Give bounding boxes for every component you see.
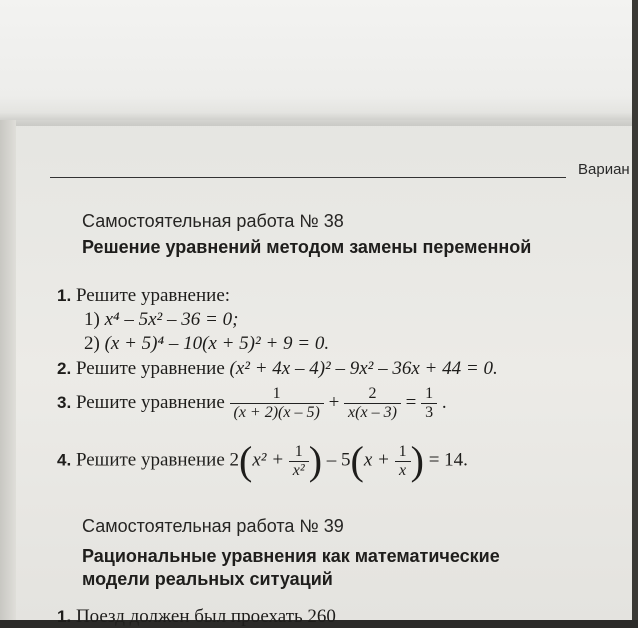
equation: x⁴ – 5x² – 36 = 0; [104, 309, 239, 330]
problem-number: 4. [57, 450, 72, 470]
fraction-numerator: 1 [294, 442, 303, 460]
fraction-denominator: x² [289, 461, 309, 480]
problem-number: 1. [57, 286, 72, 305]
fraction [289, 443, 309, 480]
fraction [344, 385, 401, 422]
equation: (x² + 4x – 4)² – 9x² – 36x + 44 = 0. [229, 358, 498, 379]
variant-label: Вариан [578, 161, 630, 178]
section-number: 39 [323, 516, 344, 536]
problem-number: 1. [57, 607, 72, 626]
right-hand-side: = 14. [428, 449, 468, 471]
close-paren: ) [410, 438, 424, 483]
header-rule [50, 177, 566, 178]
problem-4 [57, 438, 468, 483]
fraction [421, 385, 437, 422]
problem-text: Решите уравнение [75, 391, 225, 413]
fraction-denominator: 3 [421, 403, 437, 422]
problem-text: Решите уравнение [75, 358, 225, 379]
subtitle-line: модели реальных ситуаций [82, 569, 333, 589]
close-paren: ) [308, 438, 323, 483]
fraction-numerator: 1 [398, 442, 407, 460]
problem-number: 2. [57, 359, 72, 378]
fraction-denominator: x(x – 3) [344, 403, 401, 422]
problem-text: Решите уравнение: [75, 285, 231, 306]
section-39-title [82, 516, 344, 537]
equation: (x + 5)⁴ – 10(x + 5)² + 9 = 0. [104, 333, 330, 354]
problem-2 [57, 358, 498, 380]
fraction-denominator: x [395, 461, 411, 480]
sub-label: 2) [84, 333, 100, 354]
section-39-subtitle [82, 545, 500, 591]
fraction-denominator: (x + 2)(x – 5) [230, 403, 324, 422]
problem-text: Поезд должен был проехать 260 [75, 606, 336, 627]
page-fold-shadow [0, 112, 638, 126]
section-number: 38 [323, 211, 344, 231]
period: . [441, 391, 447, 413]
open-paren: ( [239, 438, 253, 483]
section-38-title [82, 211, 344, 232]
section-38-subtitle: Решение уравнений методом замены переменной [82, 237, 532, 257]
section-title-prefix: Самостоятельная работа № [82, 211, 324, 231]
subtitle-line: Рациональные уравнения как математические [82, 546, 500, 566]
problem-1 [57, 285, 230, 307]
plus-sign: + [328, 391, 340, 413]
book-edge [632, 0, 638, 620]
problem-1-sub-2 [84, 333, 329, 355]
problem-text: Решите уравнение [75, 449, 225, 471]
page-left-strip [0, 120, 16, 620]
section-title-prefix: Самостоятельная работа № [82, 516, 324, 536]
problem-3 [57, 385, 447, 422]
fraction-numerator: 1 [272, 385, 281, 402]
previous-page-edge [0, 0, 638, 120]
sub-label: 1) [84, 309, 100, 330]
term: x + [363, 449, 390, 471]
coefficient: 2 [229, 449, 239, 471]
problem-number: 3. [57, 392, 72, 412]
fraction-numerator: 1 [425, 385, 434, 402]
problem-1-sub-1 [84, 309, 238, 331]
open-paren: ( [350, 438, 364, 483]
minus-term: – 5 [326, 449, 351, 471]
next-problem [57, 606, 336, 628]
term: x² + [252, 449, 285, 471]
fraction-numerator: 2 [368, 385, 377, 402]
fraction [395, 443, 411, 480]
equals-sign: = [405, 391, 417, 413]
fraction [230, 385, 324, 422]
